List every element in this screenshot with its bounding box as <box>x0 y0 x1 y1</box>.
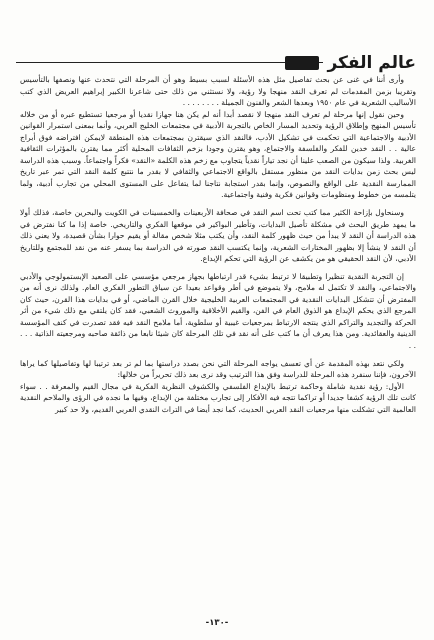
running-header <box>285 50 420 76</box>
paragraph: ولكي نتعد بهذه المقدمة عن أي تعسف يواجه المرحلة التي نحن بصدد دراستها بما لم تر بعد ترتيبا لها وتفاصيلها كما يراها الآخرون، فإننا سنفرد هذه المرحلة للدراسة وفق هذا الترتيب وقد نرى بعد ذلك تحريراً من خلالها: <box>20 358 416 380</box>
header-logo-mark <box>285 56 319 70</box>
paragraph: الأول: رؤية نقدية شاملة وحاكمة ترتبط بالإبداع الفلسفي والكشوف النظرية الفكرية في مجال القيم والمعرفة . . سواء كانت تلك الرؤية كشفا جديدا أو تراكما تتجه فيه الأفكار إلى تجارب مختلفة من الإبداع، وفيها ما نجده في الرؤى والملاحم النقدية العالمية التي تشكلت منها مرجعيات النقد العربي الحديث، كما نجد أيضا في التراث النقدي العربي القديم، ولا حد كبير <box>20 381 416 414</box>
journal-title: عالم الفكر <box>323 53 420 73</box>
paragraph: إن التجربة النقدية تنظيرا وتطبيقا لا ترتبط بشيء قدر ارتباطها بجهاز مرجعي مؤسسي على الصعيد الإبستمولوجي والأدبي والاجتماعي، والنقد لا تكتمل له ملامح، ولا يتموضع في أطر وقواعد بعيدا عن سياق التطور الفكري العام. ولذلك نرى أنه من المفترض أن تتشكل البدايات النقدية في المجتمعات العربية الخليجية خلال القرن الماضي، أو في بدايات هذا القرن، حيث كان المرجع الذي يحكم الإبداع هو الذوق العام في الفن، والقيم الأخلاقية والموروث الشعبي، فقد كان يلتقي مع ذلك شيء من أثر الحركة والتجديد والتراكم الذي ينتجه الارتباط بمرجعيات غيبية أو سلطوية، أما ملامح النقد فيه فقد تصدرت في كنف المؤسسة الدينية والعقائدية. ومن هذا يعرف أن ما كتب على أنه نقد في تلك المرحلة كان شيئا نابعا من ذائقة صاحبه ومرجعيته الذاتية . . . . . <box>20 271 416 351</box>
paragraph: وحين نقول إنها مرحلة لم تعرف النقد منهجا لا نقصد أبدا أنه لم يكن هنا جهازا نقديا أو مرجعيا تستطيع عبره أو من خلاله تأسيس المنهج وإطلاق الرؤية وتحديد المسار الخاص بالتجربة الأدبية في مجتمعات الخليج العربي، وأنما بمعنى استمرار القوانين الأدبية والاجتماعية التي تحكمت في تشكيل الأدب، فالنقد الذي سيقترن بمجتمعات هذه المنطقة لايمكن افتراضه فوق أبراج عالية . . النقد خدين للفكر والفلسفة والاجتماع، وهو يقترن وجودا بزخم الثقافات المحلية أكثر مما يقترن بالمؤثرات الثقافية الغربية. ولذا سيكون من الصعب علينا أن نجد تياراً نقدياً يتجاوب مع زخم هذه الكلمة «النقد» فكراً واجتماعاً. وسبب هذه الدراسة ليس بحث زمن بدايات النقد من منظور مستقل بالواقع الاجتماعي والثقافي لا بقدر ما نتتبع كلمة النقد التي تمر عبر تاريخ الممارسة النقدية على الواقع والنصوص، وإنما بقدر استجابة نتاجنا لما يتفاعل على المستوى المحلي من تجارب أدبية، ولما يتلمسه من خطوط ومنظومات وقوانين فكرية وفنية واجتماعية. <box>20 109 416 200</box>
page-number: -١٣٠- <box>205 618 229 628</box>
body-text <box>20 74 416 610</box>
paragraph: وأرى أننا في غنى عن بحث تفاصيل مثل هذه الأسئلة لسبب بسيط وهو أن المرحلة التي نتحدث عنها ونصفها بالتأسيس وتقريبا بزمن المقدمات لم تعرف النقد منهجا ولا رؤية، ولا نستثني من ذلك حتى شاعرنا الكبير إبراهيم العريض الذي كتب الأساليب الشعرية في عام ١٩٥٠ وبعدها الشعر والفنون الجميلة . . . . . . . . <box>20 75 416 108</box>
paragraph: وسنحاول بإزاحة الكثير مما كتب تحت اسم النقد في صحافة الأربعينات والخمسينات في الكويت والبحرين خاصة، فذلك أولا ما يمهد طريق البحث في مشكلة تأصيل البدايات، وتأطير البواكير في موقعها الفكري والتاريخي. خاصة إذا ما كنا نفترض في هذه الدراسة أن النقد لا يبدأ من حيث ظهور كلمة النقد، وأن يكتب مثلا شخص مقالة أو يقيم حوارا بشأن قصيدة، ولا يعني ذلك أن النقد لا ينشأ إلا بظهور المختارات الشعرية، وإنما يكتسب النقد صورته في الدراسة بما يسفر عنه من نقد للمجتمع وللتاريخ الأدبي، لأن النقد الحقيقي هو من يكشف عن الرؤية التي تحكم الإبداع. <box>20 208 416 264</box>
